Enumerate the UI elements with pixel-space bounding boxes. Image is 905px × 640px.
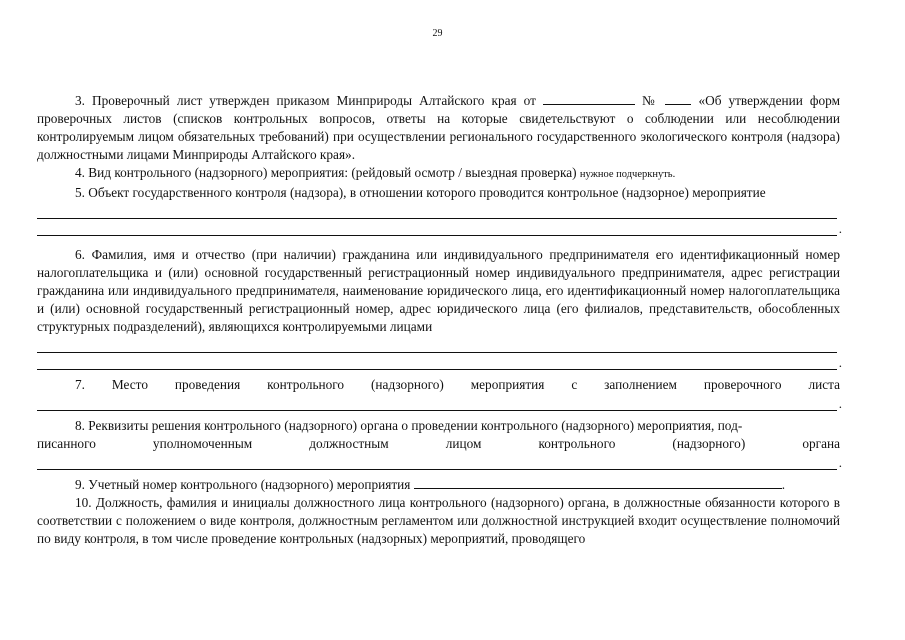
item-7-text: 7. Место проведения контрольного (надзорного) мероприятия с заполнением проверочного листа xyxy=(75,377,840,392)
item-6 xyxy=(37,246,840,336)
page-number: 29 xyxy=(432,28,443,39)
item-3-number-sign: № xyxy=(641,93,659,108)
item-10-text: 10. Должность, фамилия и инициалы должностного лица контрольного (надзорного) органа, в должностные обязанности которого в соответствии с положением о виде контроля, должностным регламентом или должностной инструкцией входит осуществление полномочий по виду контроля, в том числе проведение контрольных (надзорных) мероприятий, проводящего xyxy=(37,495,840,546)
item-9-text: 9. Учетный номер контрольного (надзорного) мероприятия xyxy=(75,477,411,492)
document-body xyxy=(37,92,840,548)
item-5-fill-line-1[interactable] xyxy=(37,202,837,219)
item-4-text: 4. Вид контрольного (надзорного) мероприятия: (рейдовый осмотр / выездная проверка) xyxy=(75,165,577,180)
item-5-fill-line-2[interactable] xyxy=(37,219,837,236)
item-5 xyxy=(37,184,840,202)
item-6-fill-line-2[interactable] xyxy=(37,353,837,370)
item-8-text: 8. Реквизиты решения контрольного (надзорного) органа о проведении контрольного (надзорного) мероприятия, под- xyxy=(75,418,743,433)
item-8 xyxy=(37,417,840,435)
item-6-fill-line-1[interactable] xyxy=(37,336,837,353)
item-3-title: «Об утверждении форм проверочных листов (списков контрольных вопросов, ответы на которые свидетельствуют о соблюдении или несоблюдении контролируемым лицом обязательных требований) при осуществлении регионального государственного экологического контроля (надзора) должностными лицами Минприроды Алтайского края». xyxy=(37,93,841,162)
item-10 xyxy=(37,494,840,548)
item-8-text-continued: писанного уполномоченным должностным лицом контрольного (надзорного) органа xyxy=(37,436,840,451)
item-4 xyxy=(37,164,840,184)
item-3-text: 3. Проверочный лист утвержден приказом Минприроды Алтайского края от xyxy=(75,93,536,108)
item-8-continued xyxy=(37,435,840,453)
item-4-note: нужное подчеркнуть. xyxy=(579,169,676,180)
item-5-text: 5. Объект государственного контроля (надзора), в отношении которого проводится контрольное (надзорное) мероприятие xyxy=(75,185,766,200)
date-blank[interactable] xyxy=(543,93,635,105)
item-8-fill-line[interactable] xyxy=(37,453,837,470)
item-7-fill-line[interactable] xyxy=(37,394,837,411)
number-blank[interactable] xyxy=(665,93,691,105)
item-9: 9. Учетный номер контрольного (надзорного) мероприятия . xyxy=(75,477,786,492)
item-9-fill-line[interactable] xyxy=(414,477,782,489)
item-3 xyxy=(37,92,840,164)
item-7 xyxy=(37,376,840,394)
item-6-text: 6. Фамилия, имя и отчество (при наличии) гражданина или индивидуального предпринимателя его идентификационный номер налогоплательщика и (или) основной государственный регистрационный номер индивидуального предпринимателя, адрес регистрации гражданина или индивидуального предпринимателя, наименование юридического лица, его идентификационный номер налогоплательщика и (или) основной государственный регистрационный номер, адрес юридического лица (его филиалов, представительств, обособленных структурных подразделений), являющихся контролируемыми лицами xyxy=(37,247,840,334)
